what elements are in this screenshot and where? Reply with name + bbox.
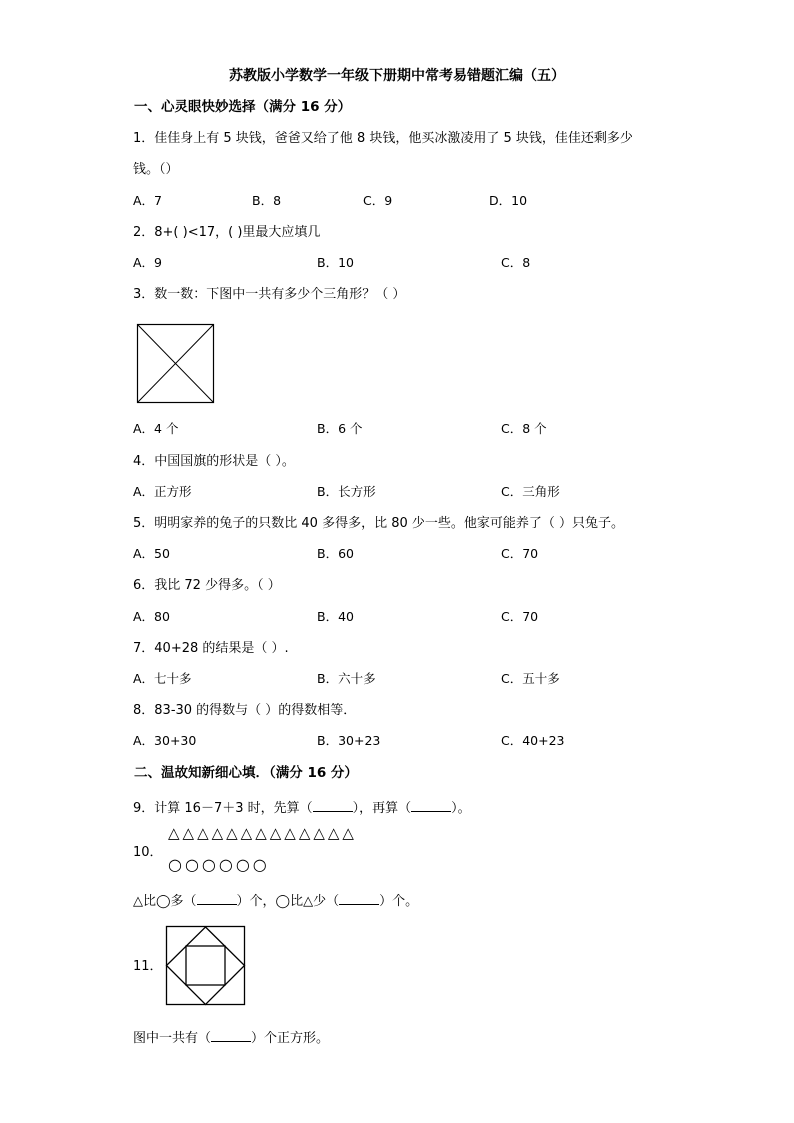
q4-option-b[interactable]: B．长方形: [317, 484, 376, 499]
q11-text-2: ）个正方形。: [251, 1031, 330, 1046]
q2-option-a[interactable]: A．9: [133, 255, 163, 270]
q1-option-c[interactable]: C．9: [363, 193, 393, 208]
question-11: [133, 1028, 329, 1045]
q11-text-1: 图中一共有（: [133, 1031, 212, 1046]
q10-blank-1[interactable]: [197, 891, 237, 905]
q10-text-2: ）个，◯比△少（: [236, 894, 340, 909]
q7-option-b[interactable]: B．六十多: [317, 671, 376, 686]
question-9: [133, 798, 471, 815]
question-8: 8．83-30 的得数与（ ）的得数相等．: [133, 703, 357, 718]
q9-blank-2[interactable]: [411, 798, 451, 812]
question-11-number: 11．: [133, 959, 163, 974]
q1-option-a[interactable]: A．7: [133, 193, 163, 208]
q7-option-a[interactable]: A．七十多: [133, 671, 192, 686]
q10-blank-2[interactable]: [339, 891, 379, 905]
q9-text-3: ）。: [451, 801, 471, 816]
q1-option-d[interactable]: D．10: [489, 193, 528, 208]
q6-option-a[interactable]: A．80: [133, 609, 170, 624]
question-6: 6．我比 72 少得多。（ ）: [133, 578, 281, 593]
question-7: 7．40+28 的结果是（ ）.: [133, 641, 289, 656]
q11-blank[interactable]: [211, 1028, 251, 1042]
section-1-heading: 一、心灵眼快妙选择（满分 16 分）: [134, 99, 352, 115]
q3-option-a[interactable]: A．4 个: [133, 421, 179, 436]
q1-option-b[interactable]: B．8: [252, 193, 282, 208]
q5-option-c[interactable]: C．70: [501, 546, 539, 561]
question-1-line-1: 1．佳佳身上有 5 块钱，爸爸又给了他 8 块钱，他买冰激凌用了 5 块钱，佳佳还剩多少: [133, 131, 633, 146]
triangle-row: △△△△△△△△△△△△△: [168, 824, 357, 842]
q4-option-c[interactable]: C．三角形: [501, 484, 560, 499]
q5-option-b[interactable]: B．60: [317, 546, 354, 561]
q9-text-2: ），再算（: [352, 801, 412, 816]
question-4: 4．中国国旗的形状是（ ）。: [133, 454, 295, 469]
q9-text-1: 9．计算 16－7＋3 时，先算（: [133, 801, 313, 816]
q6-option-c[interactable]: C．70: [501, 609, 539, 624]
q8-option-c[interactable]: C．40+23: [501, 733, 565, 748]
square-with-diagonals-figure: [137, 324, 215, 404]
question-10-number: 10．: [133, 845, 163, 860]
question-5: 5．明明家养的兔子的只数比 40 多得多，比 80 少一些。他家可能养了（ ）只兔子。: [133, 516, 625, 531]
q3-option-b[interactable]: B．6 个: [317, 421, 363, 436]
q7-option-c[interactable]: C．五十多: [501, 671, 560, 686]
circle-row: ○○○○○○: [168, 855, 270, 874]
q4-option-a[interactable]: A．正方形: [133, 484, 192, 499]
page-title: 苏教版小学数学一年级下册期中常考易错题汇编（五）: [229, 68, 565, 84]
q2-option-b[interactable]: B．10: [317, 255, 354, 270]
question-2: 2．8+( )<17，( )里最大应填几: [133, 225, 321, 240]
q8-option-a[interactable]: A．30+30: [133, 733, 197, 748]
q5-option-a[interactable]: A．50: [133, 546, 170, 561]
question-3: 3．数一数：下图中一共有多少个三角形？（ ）: [133, 287, 406, 302]
question-10: [133, 891, 418, 908]
section-2-heading: 二、温故知新细心填．（满分 16 分）: [134, 765, 358, 781]
q9-blank-1[interactable]: [313, 798, 353, 812]
q2-option-c[interactable]: C．8: [501, 255, 531, 270]
q10-text-3: ）个。: [379, 894, 419, 909]
question-1-line-2: 钱。（）: [133, 162, 179, 177]
q3-option-c[interactable]: C．8 个: [501, 421, 547, 436]
nested-squares-figure: [166, 926, 246, 1006]
q6-option-b[interactable]: B．40: [317, 609, 354, 624]
q10-text-1: △比◯多（: [133, 894, 197, 909]
q8-option-b[interactable]: B．30+23: [317, 733, 381, 748]
